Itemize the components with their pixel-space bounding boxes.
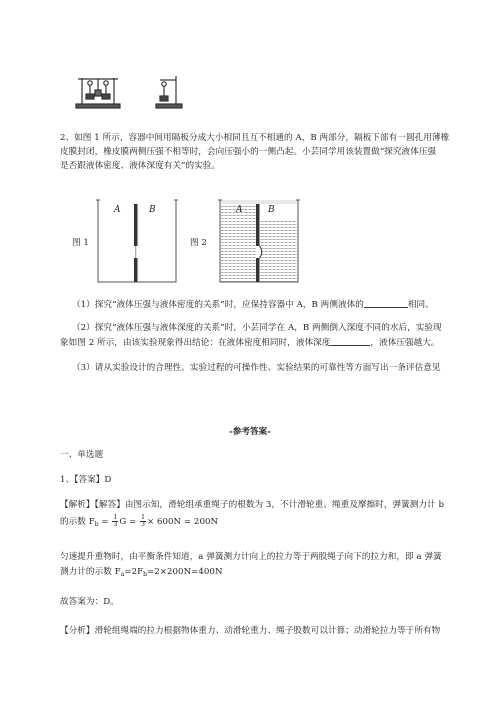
fraction-one-third-b: $\frac{1}{3}$ [141, 514, 145, 528]
analysis-summary: 【分析】滑轮组绳端的拉力根据物体重力、动滑轮重力、绳子股数可以计算；动滑轮拉力等于所有物 [60, 626, 441, 636]
formula-g: G = [119, 517, 140, 527]
sub-question-1 [72, 298, 434, 312]
figure-1-label: 图 1 [72, 238, 89, 248]
sub-question-2-line-2 [60, 336, 440, 350]
sub-question-1-text: （1）探究“液体压强与液体密度的关系”时，应保持容器中 A，B 两侧液体的 [72, 300, 364, 310]
sub-question-3: （3）请从实验设计的合理性、实验过程的可操作性、实验结果的可靠性等方面写出一条评估意见 [72, 363, 441, 373]
analysis-formula [60, 515, 218, 531]
fig2-part-a-label: A [236, 205, 243, 215]
analysis-line-3: 匀速提升重物时，由平衡条件知道，a 弹簧测力计向上的拉力等于两股绳子向下的拉力和，即 a 弹簧 [60, 552, 442, 562]
answers-title: -参考答案- [229, 427, 271, 437]
formula-prefix: 的示数 F [60, 517, 95, 527]
sub-question-2-tail: ，液体压强越大。 [370, 338, 440, 348]
fraction-one-third-a: $\frac{1}{3}$ [113, 514, 118, 528]
answer-blank-2 [330, 336, 370, 346]
q2-line-3: 是否跟液体密度、液体深度有关”的实验。 [60, 161, 221, 171]
sub-question-2-line-1: （2）探究“液体压强与液体深度的关系”时，小芸同学在 A，B 两侧倒入深度不同的水后，实验现 [72, 323, 442, 333]
figure-1-container-diagram [96, 196, 178, 286]
formula-subscript: b [94, 521, 99, 528]
figure-2-container-diagram [218, 196, 300, 286]
answer-blank-1 [364, 298, 408, 308]
answer-item-1: 1、【答案】D [60, 475, 112, 485]
formula-equals: = [98, 517, 112, 527]
sub-question-1-tail: 相同。 [407, 300, 434, 310]
section-heading: 一、单选题 [60, 450, 104, 460]
fig1-part-a-label: A [114, 205, 121, 215]
q2-line-1: 2、如图 1 所示，容器中间用隔板分成大小相同且互不相通的 A，B 两部分，隔板下部有一圆孔用薄橡 [60, 133, 450, 143]
q2-line-2: 皮膜封闭，橡皮膜两侧压强不相等时，会向压强小的一侧凸起。小芸同学用该装置做“探究液体压强 [60, 147, 437, 157]
fig1-part-b-label: B [149, 205, 156, 215]
formula-result: × 600N = 200N [146, 517, 219, 527]
figure-2-label: 图 2 [190, 238, 207, 248]
sub-question-2-text: 象如图 2 所示，由该实验现象得出结论：在液体密度相同时，液体深度 [60, 338, 331, 348]
conclusion-line: 故答案为：D。 [60, 597, 119, 607]
analysis-line-4: 测力计的示数 $F_a=2F_b=2\times 200N=400N$ [60, 567, 223, 578]
analysis-line-1: 【解析】【解答】由图示知，滑轮组承重绳子的根数为 3，不计滑轮重、绳重及摩擦时，弹簧测力计 b [60, 500, 445, 510]
pulley-apparatus-figures [72, 74, 192, 112]
fig2-part-b-label: B [268, 205, 275, 215]
